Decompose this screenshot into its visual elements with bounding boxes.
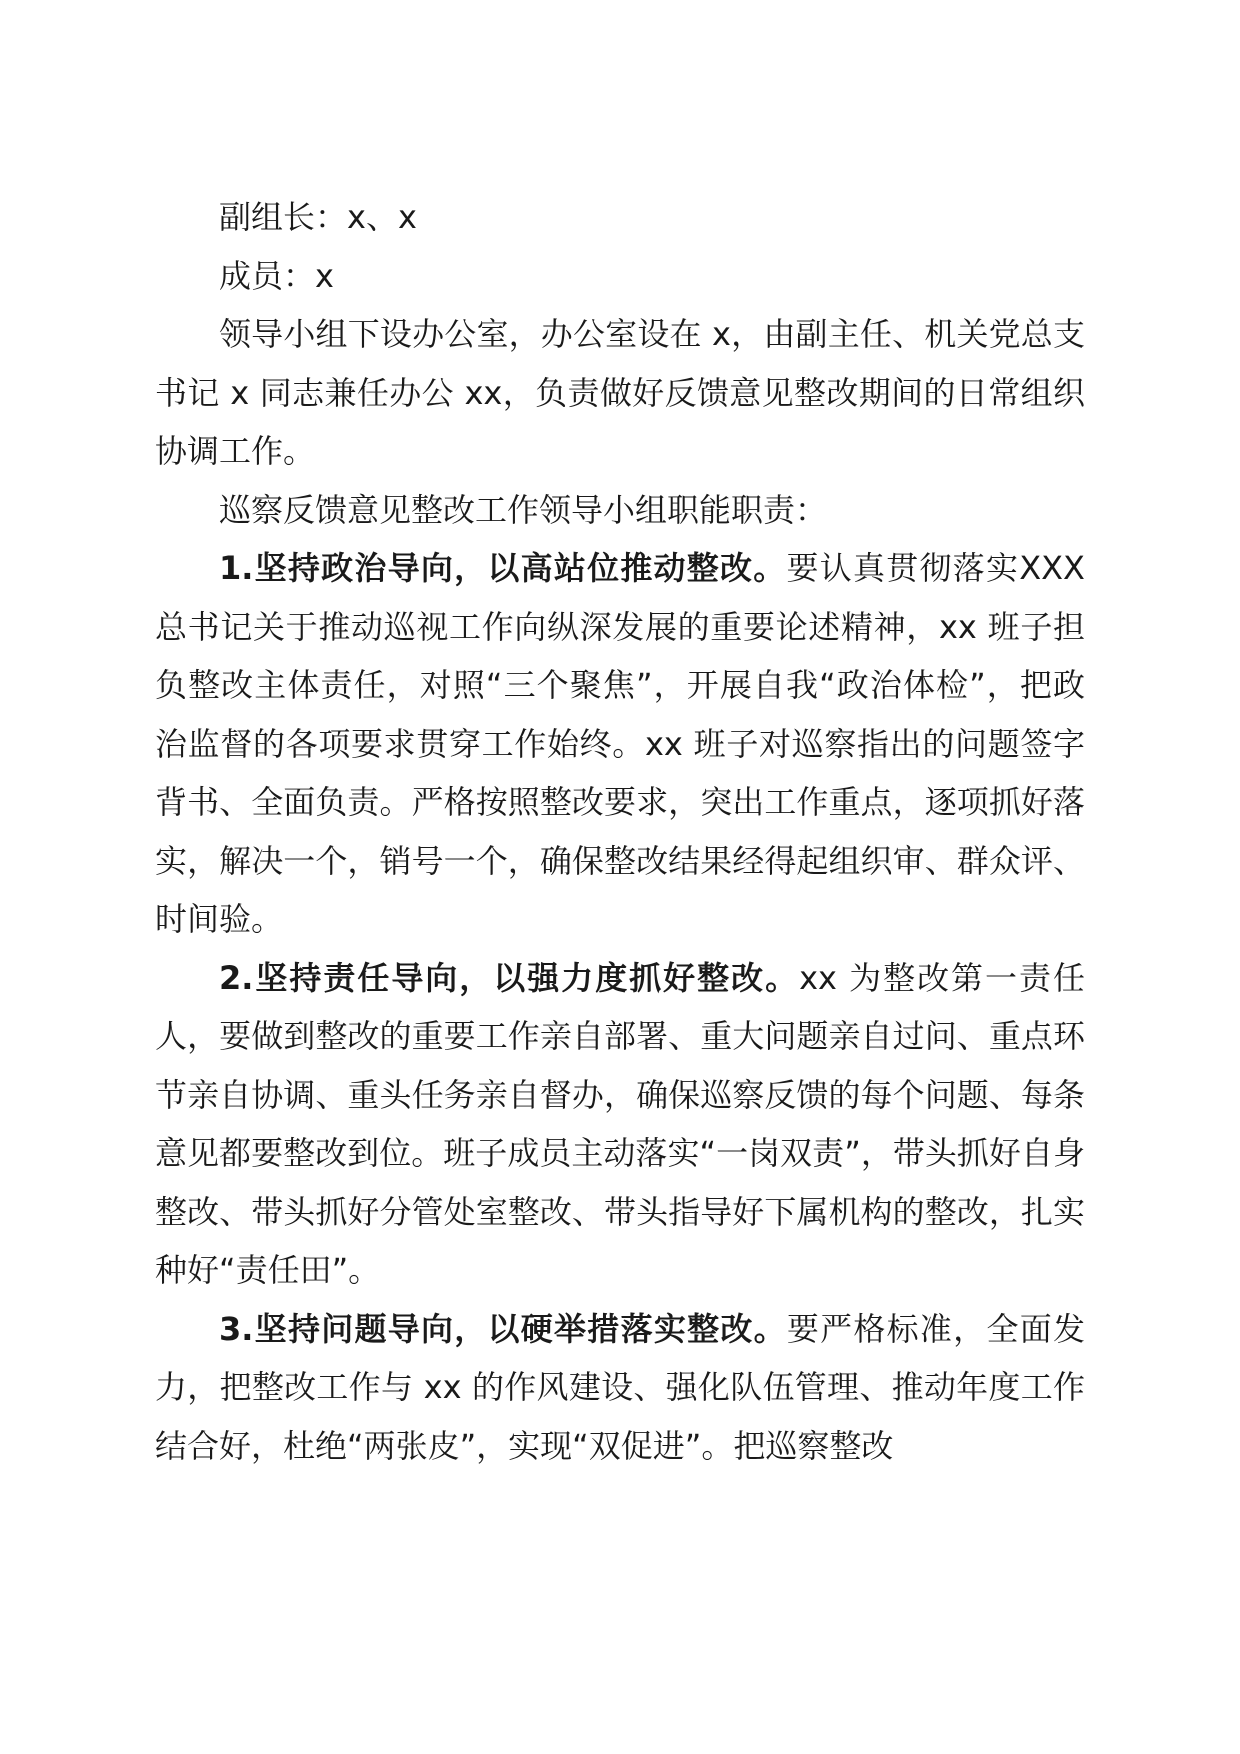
paragraph-text: 巡察反馈意见整改工作领导小组职能职责： [219,490,828,529]
paragraph-text: xx 为整改第一责任人，要做到整改的重要工作亲自部署、重大问题亲自过问、重点环节亲自协调、重头任务亲自督办，确保巡察反馈的每个问题、每条意见都要整改到位。班子成员主动落实“一岗双责”，带头抓好自身整改、带头抓好分管处室整改、带头指导好下属机构的整改，扎实种好“责任田”。 [155,958,1085,1289]
paragraph-item-2 [155,949,1085,1300]
paragraph-lead: 1.坚持政治导向，以高站位推动整改。 [219,549,787,587]
paragraph-text: 要严格标准，全面发力，把整改工作与 xx 的作风建设、强化队伍管理、推动年度工作结合好，杜绝“两张皮”，实现“双促进”。把巡察整改 [155,1309,1085,1465]
paragraph-item-1 [155,539,1085,949]
paragraph-members [155,247,1085,306]
paragraph-deputy-leaders [155,188,1085,247]
paragraph-text: 成员：x [219,256,334,295]
paragraph-office [155,305,1085,481]
paragraph-text: 要认真贯彻落实XXX 总书记关于推动巡视工作向纵深发展的重要论述精神，xx 班子担负整改主体责任，对照“三个聚焦”，开展自我“政治体检”，把政治监督的各项要求贯穿工作始终。xx 班子对巡察指出的问题签字背书、全面负责。严格按照整改要求，突出工作重点，逐项抓好落实，解决一个，销号一个，确保整改结果经得起组织审、群众评、时间验。 [155,549,1085,938]
document-body [155,188,1085,1475]
paragraph-duties-heading [155,481,1085,540]
paragraph-lead: 3.坚持问题导向，以硬举措落实整改。 [219,1309,787,1348]
paragraph-lead: 2.坚持责任导向，以强力度抓好整改。 [219,958,800,997]
paragraph-text: 副组长：x、x [219,198,417,236]
paragraph-item-3 [155,1300,1085,1476]
paragraph-text: 领导小组下设办公室，办公室设在 x，由副主任、机关党总支书记 x 同志兼任办公 xx，负责做好反馈意见整改期间的日常组织协调工作。 [155,315,1085,470]
